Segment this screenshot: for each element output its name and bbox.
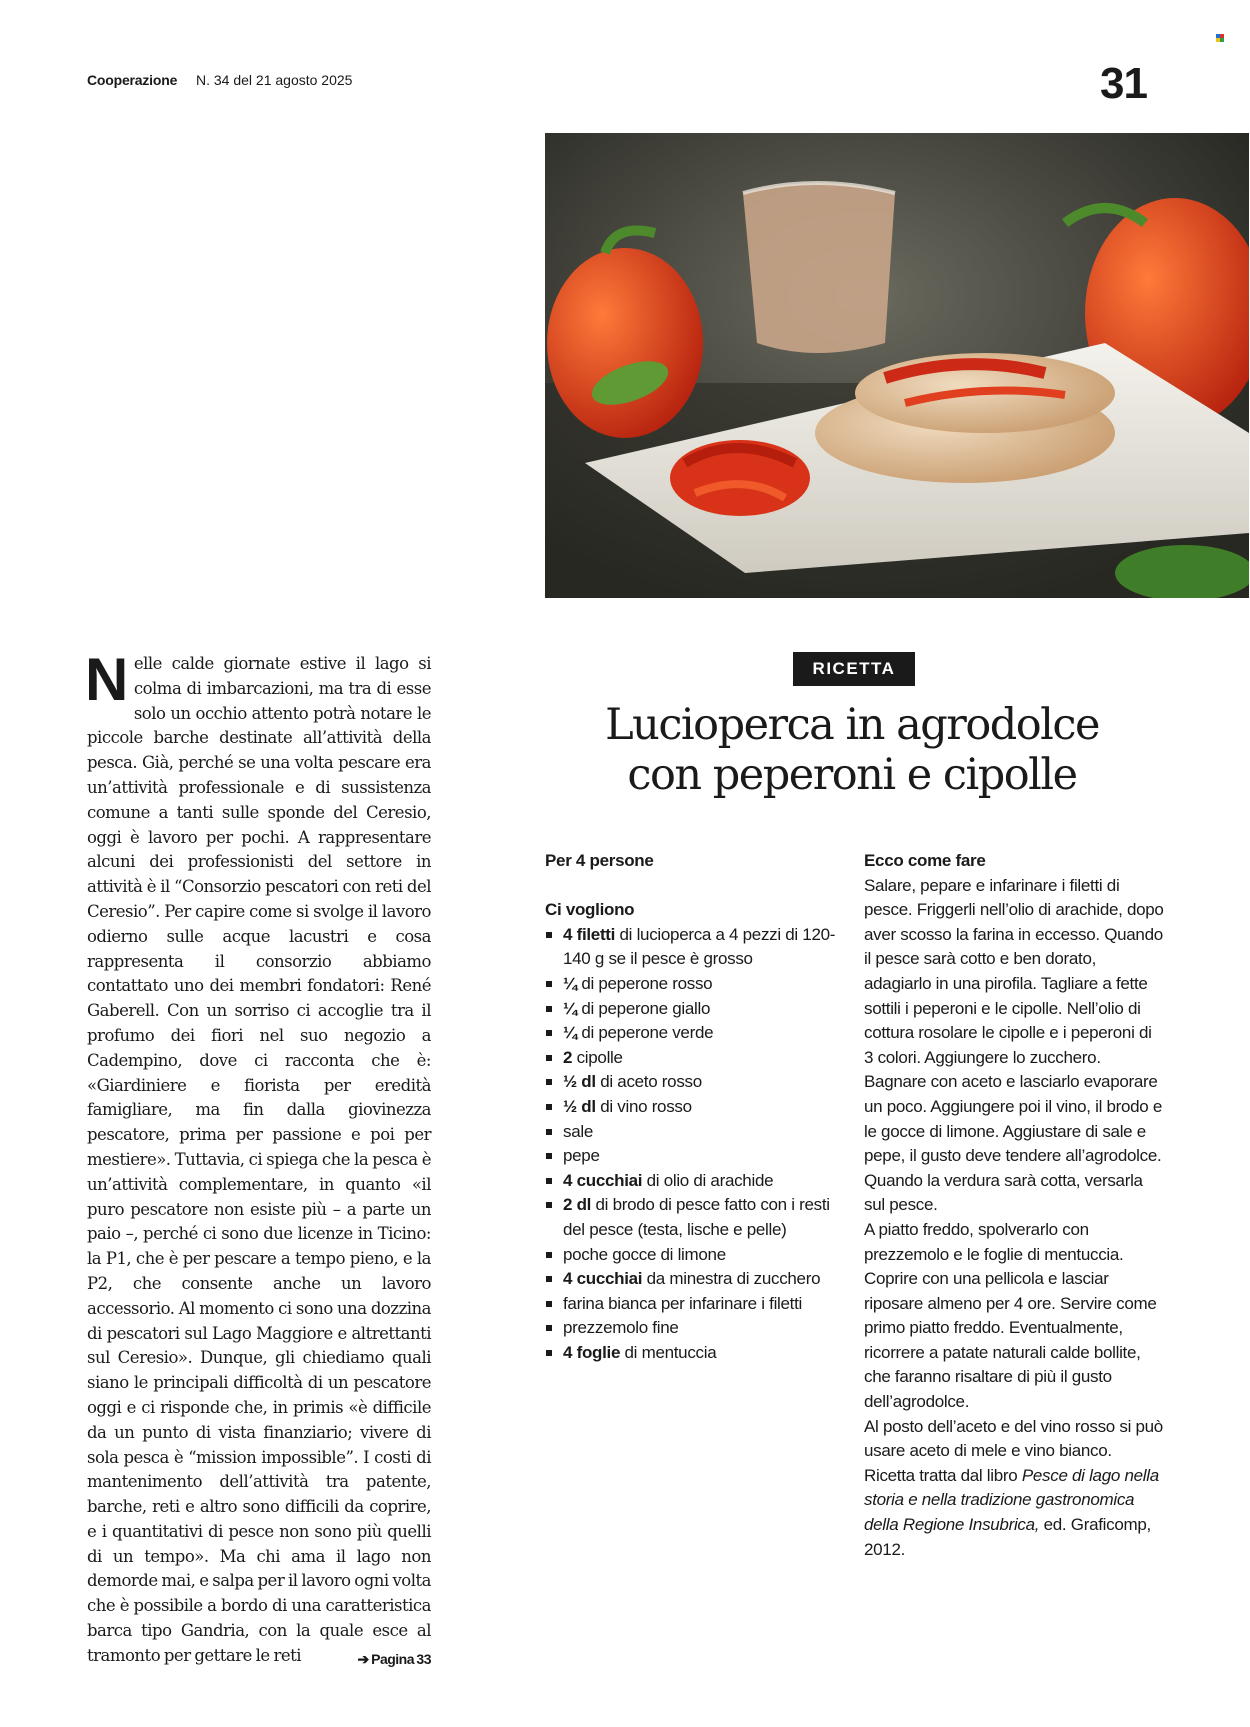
page-number: 31 [1100, 59, 1147, 108]
ingredients-heading: Ci vogliono [545, 900, 635, 920]
article-body-text: elle calde giornate estive il lago si colma di imbarcazioni, ma tra di esse solo un occhio attento potrà notare le piccole barche destinate all’attività della pesca. Già, perché se una volta pescare era un’attività professionale e di sussistenza comune a tanti sulle sponde del Ceresio, oggi è lavoro per pochi. A rappresentare alcuni dei professionisti del settore in attività è il “Consorzio pescatori con reti del Ceresio”. Per capire come si svolge il lavoro odierno sulle acque lacustri e cosa rappresenta il consorzio abbiamo contattato uno dei membri fondatori: René Gaberell. Con un sorriso ci accoglie tra il profumo dei fiori nel suo negozio a Cadempino, dove ci racconta che è: «Giardiniere e fiorista per eredità famigliare, ma fin dalla giovinezza pescatore, prima per passione e poi per mestiere». Tuttavia, ci spiega che la pesca è un’attività complementare, in quanto «il puro pescatore non esiste più – a parte un paio –, perché ci sono due licenze in Ticino: la P1, che è per pescare a tempo pieno, e la P2, che consente anche un lavoro accessorio. Al momento ci sono una dozzina di pescatori sul Lago Maggiore e altrettanti sul Ceresio». Dunque, gli chiediamo quali siano le principali difficoltà di un pescatore oggi e ci risponde che, in primis «è difficile da un punto di vista finanziario; vivere di sola pesca è “mission impossible”. I costi di mantenimento dell’attività tra patente, barche, reti e altro sono difficili da coprire, e i quantitativi di pesce non sono più quelli di un tempo». Ma chi ama il lago non demorde mai, e salpa per il lavoro ogni volta che è possibile a bordo di una caratteristica barca tipo Gandria, con la quale esce al tramonto per gettare le reti [87, 654, 431, 1665]
ingredient-text: di peperone rosso [576, 973, 713, 993]
recipe-photo-illustration [545, 133, 1249, 598]
list-item [545, 1070, 845, 1095]
list-item [545, 1341, 845, 1366]
issue-info: N. 34 del 21 agosto 2025 [196, 72, 353, 88]
list-item [545, 1193, 845, 1242]
ingredient-quantity: 4 filetti [563, 924, 616, 944]
method-column [864, 849, 1164, 1562]
ingredient-text: di peperone verde [576, 1023, 714, 1043]
ingredient-quantity: 2 dl [563, 1195, 592, 1215]
ingredient-text: di lucioperca a 4 pezzi di 120-140 g se il pesce è grosso [563, 924, 836, 969]
list-item [545, 1021, 845, 1046]
ingredient-quantity: ½ dl [563, 1072, 596, 1092]
list-item [545, 972, 845, 997]
ingredient-text: da minestra di zucchero [642, 1269, 821, 1289]
list-item [545, 1316, 845, 1341]
ingredient-text: di peperone giallo [576, 998, 711, 1018]
ingredient-text: di olio di arachide [642, 1170, 774, 1190]
ingredient-quantity: 4 cucchiai [563, 1170, 643, 1190]
publication-name: Cooperazione [87, 72, 178, 88]
ingredient-quantity: 2 [563, 1047, 573, 1067]
list-item [545, 1243, 845, 1268]
ingredient-quantity: ¼ [563, 998, 577, 1018]
ingredient-quantity: 4 cucchiai [563, 1269, 643, 1289]
printer-color-mark [1216, 34, 1224, 42]
recipe-title-line-2: con peperoni e cipolle [627, 750, 1077, 800]
method-heading: Ecco come fare [864, 851, 986, 870]
method-paragraph-3 [864, 1415, 1164, 1563]
recipe-badge: RICETTA [793, 652, 915, 686]
list-item [545, 1046, 845, 1071]
drop-cap: N [85, 646, 128, 713]
ingredient-text: di brodo di pesce fatto con i resti del pesce (testa, lische e pelle) [563, 1195, 830, 1239]
ingredient-quantity: ¼ [563, 1023, 577, 1043]
list-item [545, 1120, 845, 1145]
ingredient-text: di mentuccia [620, 1342, 717, 1362]
ingredient-text: di aceto rosso [595, 1072, 702, 1092]
book-title: Pesce di lago nella storia e nella tradizione gastronomica della Regione Insubrica, [864, 1465, 1159, 1535]
ingredient-text: sale [563, 1121, 593, 1141]
ingredients-column [545, 849, 845, 1365]
recipe-title-line-1: Lucioperca in agrodolce [605, 700, 1099, 750]
list-item [545, 1095, 845, 1120]
list-item [545, 923, 845, 972]
recipe-title [545, 700, 1159, 800]
ingredient-quantity: 4 foglie [563, 1342, 621, 1362]
method-paragraph-1: Salare, pepare e infarinare i filetti di pesce. Friggerli nell’olio di arachide, dopo aver scosso la farina in eccesso. Quando il pesce sarà cotto e ben dorato, adagiarlo in una pirofila. Tagliare a fette sottili i peperoni e le cipolle. Nell’olio di cottura rosolare le cipolle e i peperoni di 3 colori. Aggiungere lo zucchero. Bagnare con aceto e lasciarlo evaporare un poco. Aggiungere poi il vino, il brodo e le gocce di limone. Aggiustare di sale e pepe, il gusto deve tendere all’agrodolce. Quando la verdura sarà cotta, versarla sul pesce. [864, 875, 1164, 1215]
ingredient-text: farina bianca per infarinare i filetti [563, 1293, 803, 1313]
list-item [545, 1169, 845, 1194]
ingredient-text: cipolle [572, 1047, 623, 1067]
ingredient-text: pepe [563, 1146, 600, 1166]
article [85, 646, 431, 1672]
ingredient-quantity: ½ dl [563, 1096, 596, 1116]
continue-page-link[interactable]: ➔ Pagina 33 [357, 1650, 431, 1667]
ingredients-list [545, 923, 845, 1366]
book-publisher: ed. Graficomp, 2012. [864, 1515, 1151, 1559]
ingredient-text: poche gocce di limone [563, 1244, 726, 1264]
ingredient-text: prezzemolo fine [563, 1318, 679, 1338]
recipe-photo [545, 133, 1249, 598]
method-note-text: Al posto dell’aceto e del vino rosso si può usare aceto di mele e vino bianco. Ricetta tratta dal libro [864, 1416, 1163, 1485]
list-item [545, 997, 845, 1022]
ingredient-quantity: ¼ [563, 973, 577, 993]
list-item [545, 1267, 845, 1292]
ingredient-text: di vino rosso [595, 1096, 692, 1116]
servings-heading: Per 4 persone [545, 851, 654, 870]
method-paragraph-2: A piatto freddo, spolverarlo con prezzemolo e le foglie di mentuccia. Coprire con una pellicola e lasciar riposare almeno per 4 ore. Servire come primo piatto freddo. Eventualmente, ricorrere a patate naturali calde bollite, che faranno risaltare di più il gusto dell’agrodolce. [864, 1219, 1157, 1412]
article-body-paragraph [85, 646, 431, 1669]
list-item [545, 1144, 845, 1169]
list-item [545, 1292, 845, 1317]
